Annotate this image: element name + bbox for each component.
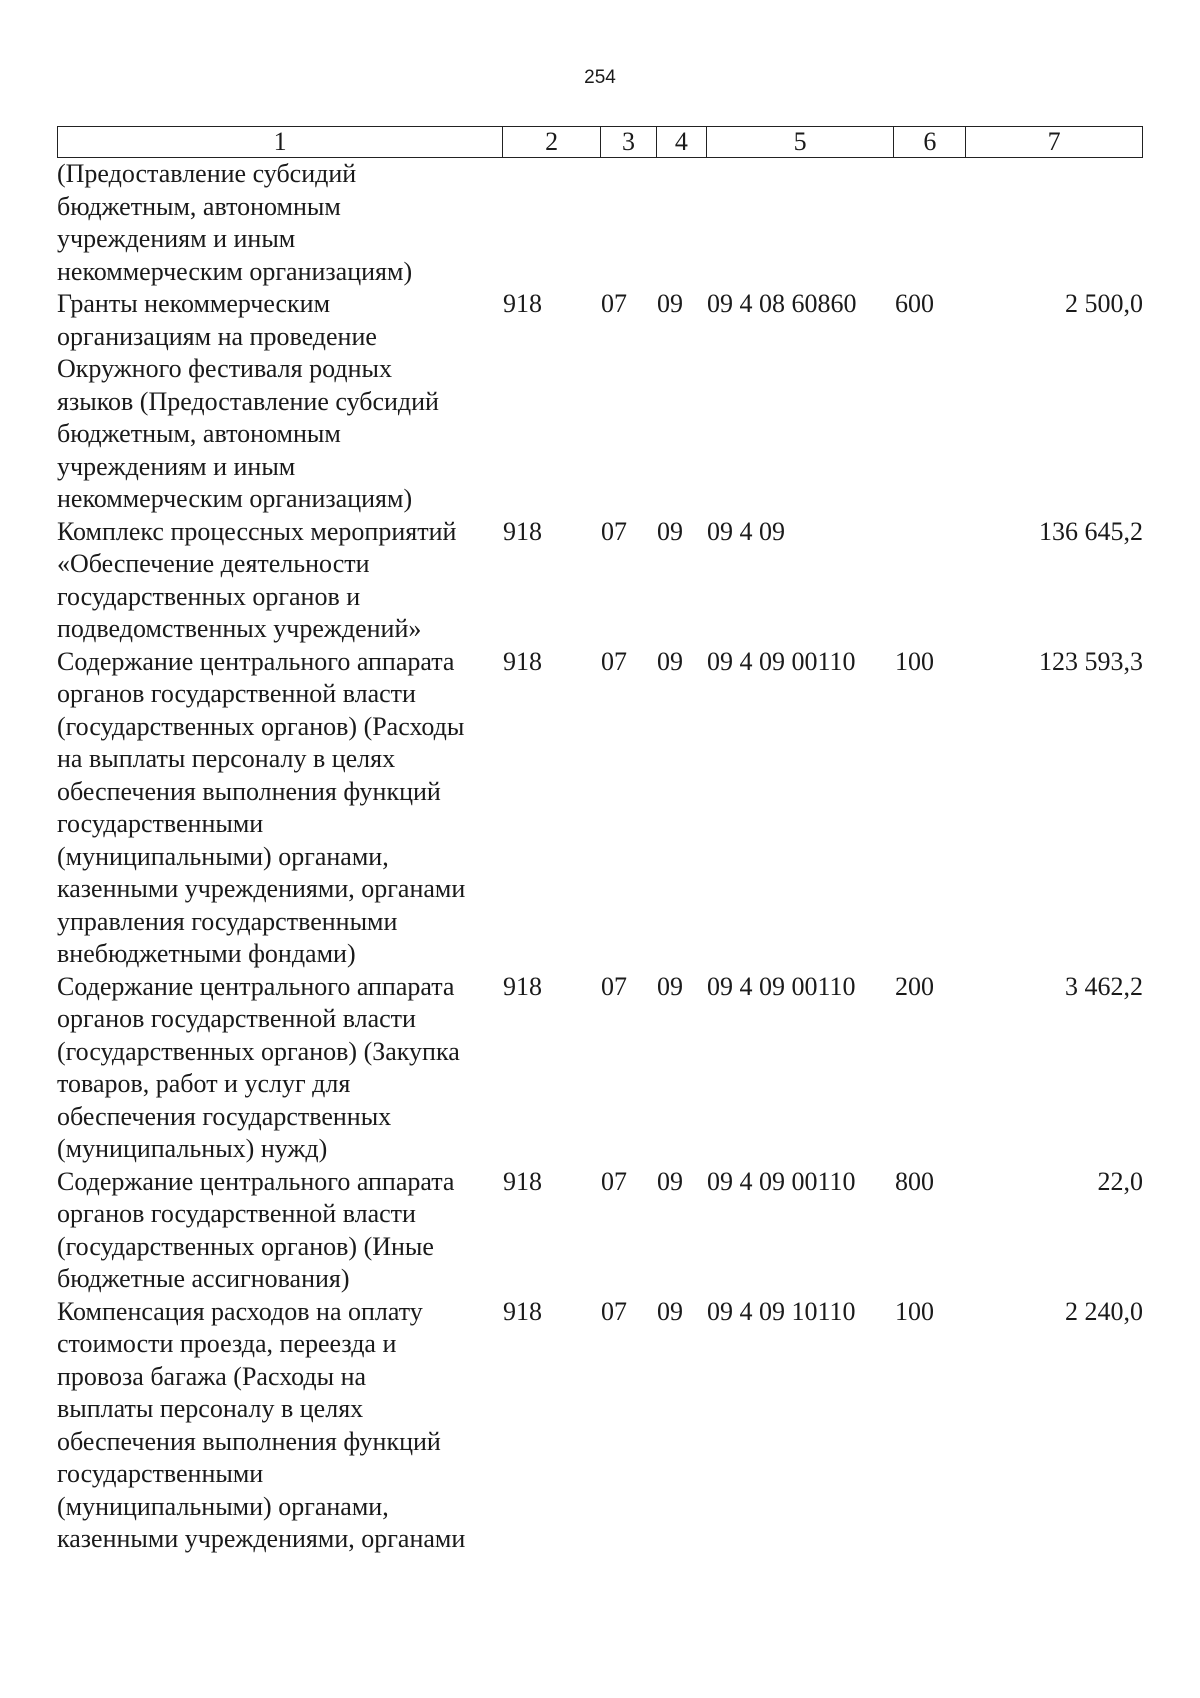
header-cell: 2 [503, 127, 601, 157]
cell-target-article: 09 4 09 [707, 516, 785, 546]
cell-subsection [657, 158, 707, 288]
cell-expense-type: 100 [895, 1296, 934, 1326]
cell-subsection: 09 [657, 1166, 683, 1196]
table-row [57, 158, 1143, 288]
cell-ministry-code [503, 158, 601, 288]
cell-section: 07 [601, 971, 627, 1001]
cell-expense-type: 100 [895, 646, 934, 676]
cell-target-article [707, 158, 895, 288]
row-description: Содержание центрального аппарата органов государственной власти (государственных органов) (Расходы на выплаты персоналу в целях обеспечения выполнения функций государственными (муниципальными) органами, казенными учреждениями, органами управления государственными внебюджетными фондами) [57, 646, 466, 968]
cell-section: 07 [601, 516, 627, 546]
cell-ministry-code: 918 [503, 971, 542, 1001]
cell-ministry-code: 918 [503, 1166, 542, 1196]
cell-target-article: 09 4 08 60860 [707, 289, 857, 318]
table-body [57, 158, 1143, 1556]
cell-subsection: 09 [657, 646, 683, 676]
cell-ministry-code: 918 [503, 289, 542, 318]
cell-section: 07 [601, 1296, 627, 1326]
page-number: 254 [584, 67, 616, 88]
cell-ministry-code: 918 [503, 646, 542, 676]
cell-expense-type: 200 [895, 971, 934, 1001]
cell-expense-type [895, 516, 967, 646]
table-row [57, 1166, 1143, 1296]
cell-amount: 2 240,0 [1065, 1296, 1143, 1326]
row-description: Компенсация расходов на оплату стоимости проезда, переезда и провоза багажа (Расходы на выплаты персоналу в целях обеспечения выполнения функций государственными (муниципальными) органами, казенными учреждениями, органами [57, 1296, 466, 1553]
table-header [57, 126, 1143, 158]
cell-amount [967, 158, 1143, 288]
row-description: Комплекс процессных мероприятий «Обеспечение деятельности государственных органов и подведомственных учреждений» [57, 516, 457, 643]
cell-section: 07 [601, 289, 627, 318]
row-description: Содержание центрального аппарата органов государственной власти (государственных органов) (Закупка товаров, работ и услуг для обеспечения государственных (муниципальных) нужд) [57, 971, 460, 1163]
cell-target-article: 09 4 09 10110 [707, 1296, 856, 1326]
cell-target-article: 09 4 09 00110 [707, 971, 856, 1001]
table-row [57, 288, 1143, 516]
cell-amount: 2 500,0 [1065, 289, 1143, 318]
table-row [57, 1296, 1143, 1556]
table-row [57, 646, 1143, 971]
cell-amount: 3 462,2 [1065, 971, 1143, 1001]
header-cell: 7 [1047, 127, 1061, 156]
cell-subsection: 09 [657, 971, 683, 1001]
header-cell: 1 [58, 127, 503, 157]
cell-subsection: 09 [657, 289, 683, 318]
cell-expense-type [895, 158, 967, 288]
cell-subsection: 09 [657, 1296, 683, 1326]
row-description: Гранты некоммерческим организациям на проведение Окружного фестиваля родных языков (Предоставление субсидий бюджетным, автономным учреждениям и иным некоммерческим организациям) [57, 289, 439, 513]
header-cell: 3 [601, 127, 657, 157]
row-description: Содержание центрального аппарата органов государственной власти (государственных органов) (Иные бюджетные ассигнования) [57, 1166, 455, 1293]
cell-expense-type: 600 [895, 289, 934, 318]
row-description: (Предоставление субсидий бюджетным, автономным учреждениям и иным некоммерческим организациям) [57, 159, 413, 286]
cell-section: 07 [601, 1166, 627, 1196]
cell-target-article: 09 4 09 00110 [707, 646, 856, 676]
cell-ministry-code: 918 [503, 1296, 542, 1326]
header-cell: 4 [657, 127, 707, 157]
header-cell: 6 [894, 127, 966, 157]
header-cell: 5 [707, 127, 895, 157]
table-row [57, 971, 1143, 1166]
cell-target-article: 09 4 09 00110 [707, 1166, 856, 1196]
cell-section [601, 158, 657, 288]
cell-ministry-code: 918 [503, 516, 542, 546]
cell-amount: 136 645,2 [1039, 516, 1143, 546]
cell-amount: 123 593,3 [1039, 646, 1143, 676]
cell-section: 07 [601, 646, 627, 676]
cell-amount: 22,0 [1097, 1166, 1143, 1196]
table-row [57, 516, 1143, 646]
cell-expense-type: 800 [895, 1166, 934, 1196]
cell-subsection: 09 [657, 516, 683, 546]
